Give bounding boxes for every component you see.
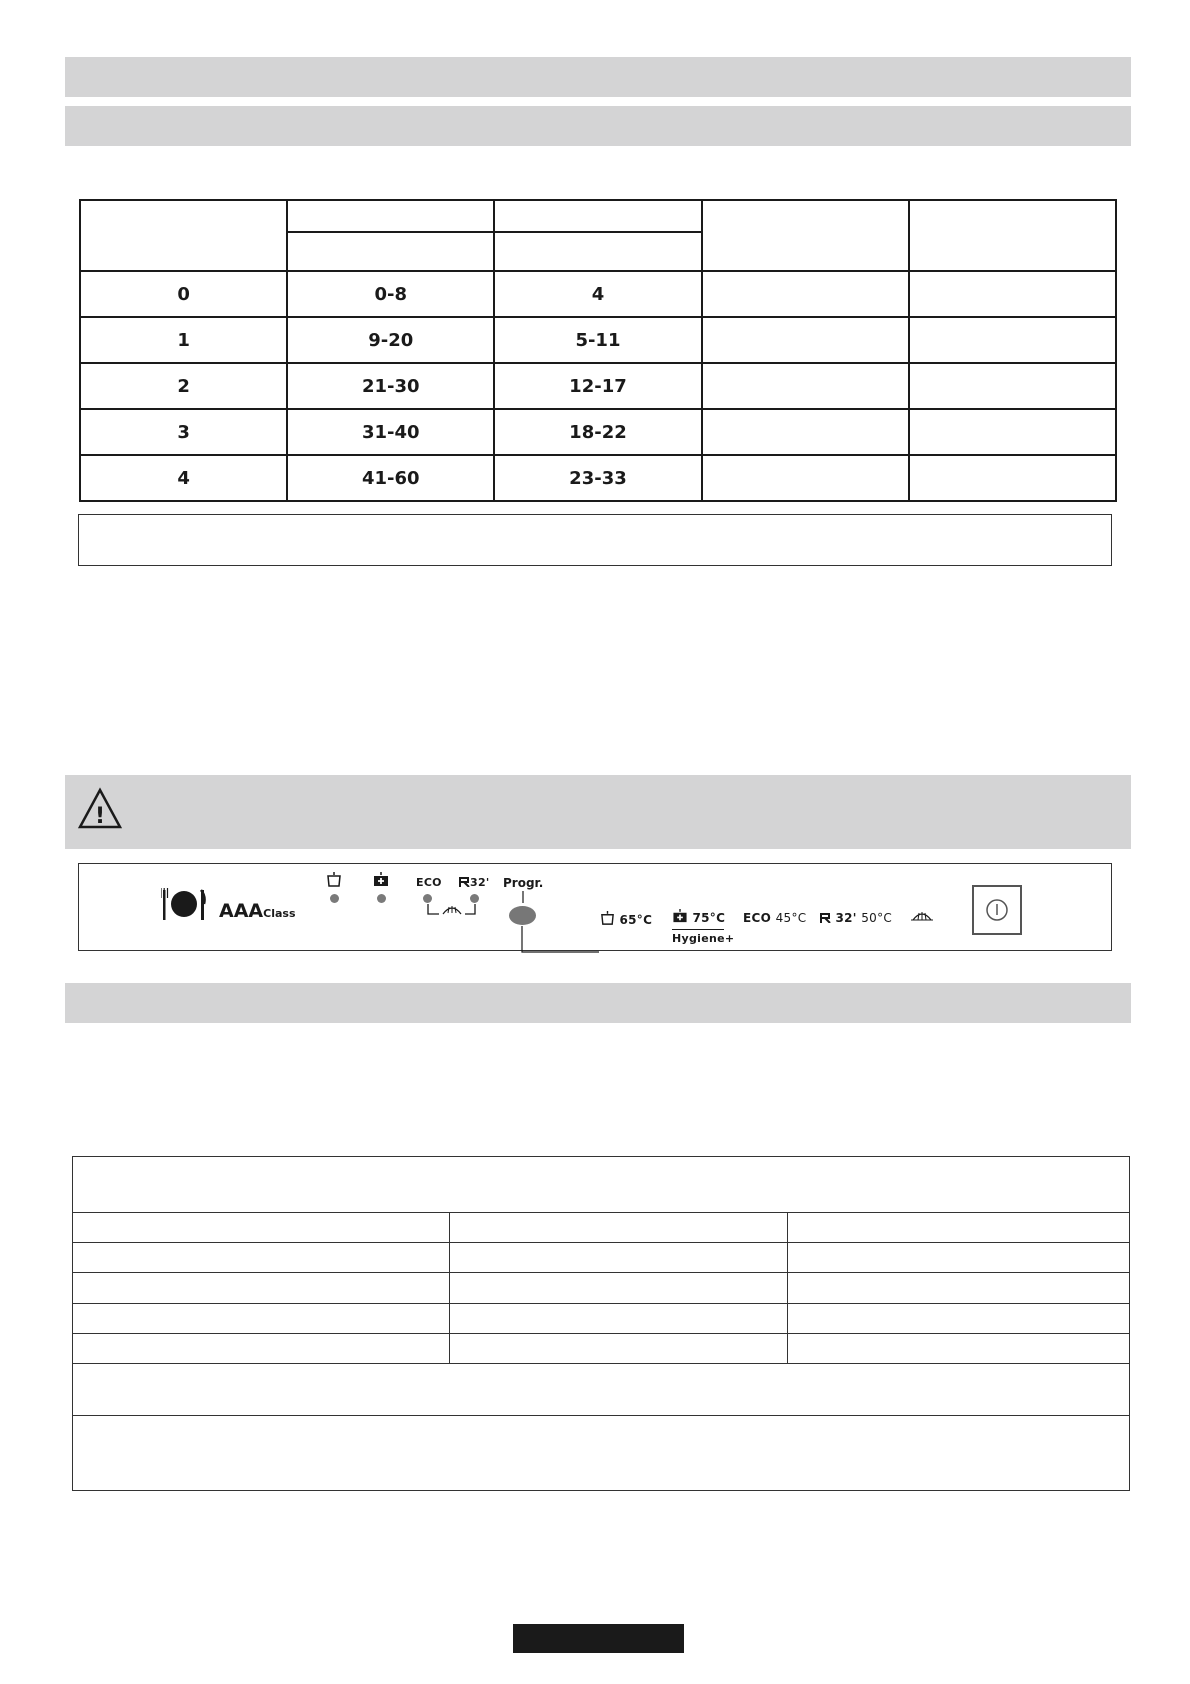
rapid-icon bbox=[459, 877, 470, 887]
level-cell: 0 bbox=[80, 271, 287, 317]
empty-cell bbox=[909, 455, 1116, 501]
empty-cell bbox=[702, 455, 909, 501]
header-cell bbox=[494, 200, 701, 232]
progr-tick bbox=[522, 891, 524, 903]
empty-cell bbox=[702, 271, 909, 317]
tableware-icon bbox=[161, 886, 207, 922]
control-panel bbox=[78, 863, 1112, 951]
half-load-bracket bbox=[427, 902, 477, 922]
header-cell bbox=[287, 200, 494, 232]
table-line bbox=[73, 1333, 1129, 1334]
range-a-cell: 41-60 bbox=[287, 455, 494, 501]
led-indicator bbox=[330, 894, 339, 903]
empty-cell bbox=[909, 271, 1116, 317]
range-b-cell: 4 bbox=[494, 271, 701, 317]
level-cell: 1 bbox=[80, 317, 287, 363]
program-intensive bbox=[600, 911, 652, 927]
level-cell: 3 bbox=[80, 409, 287, 455]
pot-icon bbox=[326, 872, 342, 888]
table-divider bbox=[449, 1212, 450, 1363]
power-icon bbox=[985, 898, 1009, 922]
pot-icon bbox=[600, 911, 615, 926]
table-row bbox=[80, 455, 1116, 501]
level-cell: 4 bbox=[80, 455, 287, 501]
range-a-cell: 31-40 bbox=[287, 409, 494, 455]
section-band bbox=[65, 983, 1131, 1023]
prewash-spray-icon bbox=[911, 908, 933, 922]
table-row bbox=[80, 363, 1116, 409]
range-a-cell: 9-20 bbox=[287, 317, 494, 363]
header-cell bbox=[287, 232, 494, 271]
program-temp: 75°C bbox=[692, 911, 726, 925]
range-b-cell: 12-17 bbox=[494, 363, 701, 409]
empty-cell bbox=[909, 409, 1116, 455]
program-time: 32' bbox=[835, 911, 857, 925]
range-b-cell: 23-33 bbox=[494, 455, 701, 501]
empty-cell bbox=[909, 317, 1116, 363]
callout-line bbox=[520, 926, 600, 956]
warning-mark: ! bbox=[94, 804, 106, 829]
table-row bbox=[80, 271, 1116, 317]
hygiene-divider bbox=[672, 929, 724, 930]
table-row bbox=[80, 317, 1116, 363]
table-line bbox=[73, 1242, 1129, 1243]
hygiene-icon bbox=[373, 872, 389, 888]
energy-label: AAA bbox=[219, 900, 264, 922]
note-box bbox=[78, 514, 1112, 566]
program-temp: 45°C bbox=[775, 911, 807, 925]
header-cell bbox=[494, 232, 701, 271]
page-footer-bar bbox=[513, 1624, 684, 1653]
range-a-cell: 0-8 bbox=[287, 271, 494, 317]
power-button[interactable] bbox=[972, 885, 1022, 935]
range-b-cell: 5-11 bbox=[494, 317, 701, 363]
warning-triangle-icon bbox=[77, 787, 123, 831]
warning-band bbox=[65, 775, 1131, 849]
subheader-band bbox=[65, 106, 1131, 146]
program-button[interactable] bbox=[509, 906, 536, 925]
header-cell bbox=[80, 200, 287, 271]
table-line bbox=[73, 1415, 1129, 1416]
table-line bbox=[73, 1212, 1129, 1213]
program-hygiene bbox=[672, 909, 725, 925]
rapid-label bbox=[459, 876, 490, 889]
empty-cell bbox=[702, 409, 909, 455]
eco-label: ECO bbox=[416, 876, 442, 889]
table-divider bbox=[787, 1212, 788, 1363]
program-eco bbox=[743, 911, 806, 925]
empty-cell bbox=[702, 363, 909, 409]
water-hardness-table bbox=[79, 199, 1117, 500]
program-temp: 50°C bbox=[861, 911, 893, 925]
rapid-time: 32' bbox=[470, 876, 490, 889]
program-name: ECO bbox=[743, 911, 772, 925]
program-table bbox=[72, 1156, 1130, 1491]
header-cell bbox=[909, 200, 1116, 271]
hygiene-label: Hygiene+ bbox=[672, 932, 735, 945]
energy-class: Class bbox=[263, 907, 296, 920]
program-rapid bbox=[820, 911, 892, 925]
header-cell bbox=[702, 200, 909, 271]
table-line bbox=[73, 1272, 1129, 1273]
table-line bbox=[73, 1363, 1129, 1364]
energy-rating bbox=[219, 900, 296, 922]
empty-cell bbox=[702, 317, 909, 363]
level-cell: 2 bbox=[80, 363, 287, 409]
hygiene-icon bbox=[672, 909, 688, 924]
empty-cell bbox=[909, 363, 1116, 409]
table-line bbox=[73, 1303, 1129, 1304]
rapid-icon bbox=[820, 913, 831, 923]
led-indicator bbox=[377, 894, 386, 903]
header-band bbox=[65, 57, 1131, 97]
range-a-cell: 21-30 bbox=[287, 363, 494, 409]
progr-label: Progr. bbox=[503, 876, 544, 890]
range-b-cell: 18-22 bbox=[494, 409, 701, 455]
table-row bbox=[80, 409, 1116, 455]
program-temp: 65°C bbox=[619, 913, 653, 927]
